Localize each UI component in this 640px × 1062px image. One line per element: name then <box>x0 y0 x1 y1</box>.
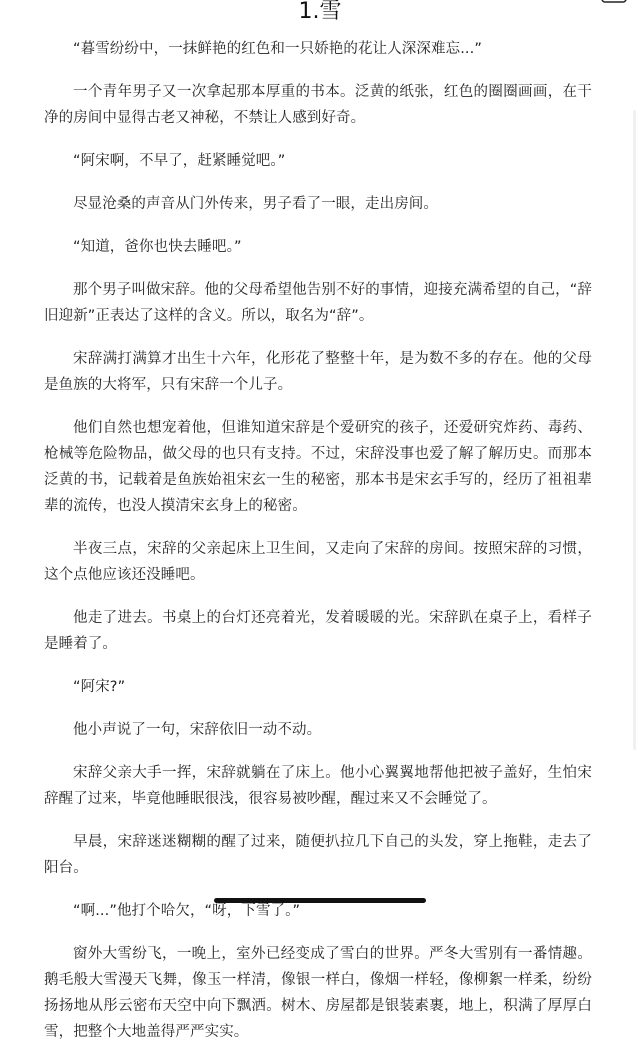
reader-content[interactable] <box>44 36 592 1062</box>
home-indicator[interactable] <box>214 898 426 903</box>
paragraph: “知道，爸你也快去睡吧。” <box>73 239 242 255</box>
paragraph: 那个男子叫做宋辞。他的父母希望他告别不好的事情，迎接充满希望的自己，“辞旧迎新”正表达了这样的含义。所以，取名为“辞”。 <box>44 282 592 324</box>
paragraph: 早晨，宋辞迷迷糊糊的醒了过来，随便扒拉几下自己的头发，穿上拖鞋，走去了阳台。 <box>44 834 592 876</box>
paragraph: “暮雪纷纷中，一抹鲜艳的红色和一只娇艳的花让人深深难忘...” <box>73 41 482 57</box>
paragraph: 宋辞父亲大手一挥，宋辞就躺在了床上。他小心翼翼地帮他把被子盖好，生怕宋辞醒了过来，毕竟他睡眠很浅，很容易被吵醒，醒过来又不会睡觉了。 <box>44 765 592 807</box>
paragraph: 他们自然也想宠着他，但谁知道宋辞是个爱研究的孩子，还爱研究炸药、毒药、枪械等危险物品，做父母的也只有支持。不过，宋辞没事也爱了解了解历史。而那本泛黄的书，记载着是鱼族始祖宋玄一生的秘密，那本书是宋玄手写的，经历了祖祖辈辈的流传，也没人摸清宋玄身上的秘密。 <box>44 420 592 514</box>
paragraph: 半夜三点，宋辞的父亲起床上卫生间，又走向了宋辞的房间。按照宋辞的习惯，这个点他应该还没睡吧。 <box>44 541 592 583</box>
paragraph: “阿宋?” <box>73 679 126 695</box>
paragraph: 他小声说了一句，宋辞依旧一动不动。 <box>73 722 322 738</box>
paragraph: 他走了进去。书桌上的台灯还亮着光，发着暖暖的光。宋辞趴在桌子上，看样子是睡着了。 <box>44 610 592 652</box>
paragraph: 窗外大雪纷飞，一晚上，室外已经变成了雪白的世界。严冬大雪别有一番情趣。鹅毛般大雪漫天飞舞，像玉一样清，像银一样白，像烟一样轻，像柳絮一样柔，纷纷扬扬地从彤云密布天空中向下飘洒。树木、房屋都是银装素裹，地上，积满了厚厚白雪，把整个大地盖得严严实实。 <box>44 946 592 1040</box>
paragraph: “啊...”他打个哈欠，“呀，下雪了。” <box>73 903 301 919</box>
scrollbar-thumb[interactable] <box>633 110 636 750</box>
paragraph: 宋辞满打满算才出生十六年，化形花了整整十年，是为数不多的存在。他的父母是鱼族的大将军，只有宋辞一个儿子。 <box>44 351 592 393</box>
paragraph: “阿宋啊，不早了，赶紧睡觉吧。” <box>73 153 286 169</box>
paragraph: 一个青年男子又一次拿起那本厚重的书本。泛黄的纸张，红色的圈圈画画，在干净的房间中显得古老又神秘，不禁让人感到好奇。 <box>44 84 592 126</box>
paragraph: 尽显沧桑的声音从门外传来，男子看了一眼，走出房间。 <box>73 196 438 212</box>
chapter-title: 1.雪 <box>298 0 342 24</box>
scrollbar[interactable] <box>632 110 636 750</box>
